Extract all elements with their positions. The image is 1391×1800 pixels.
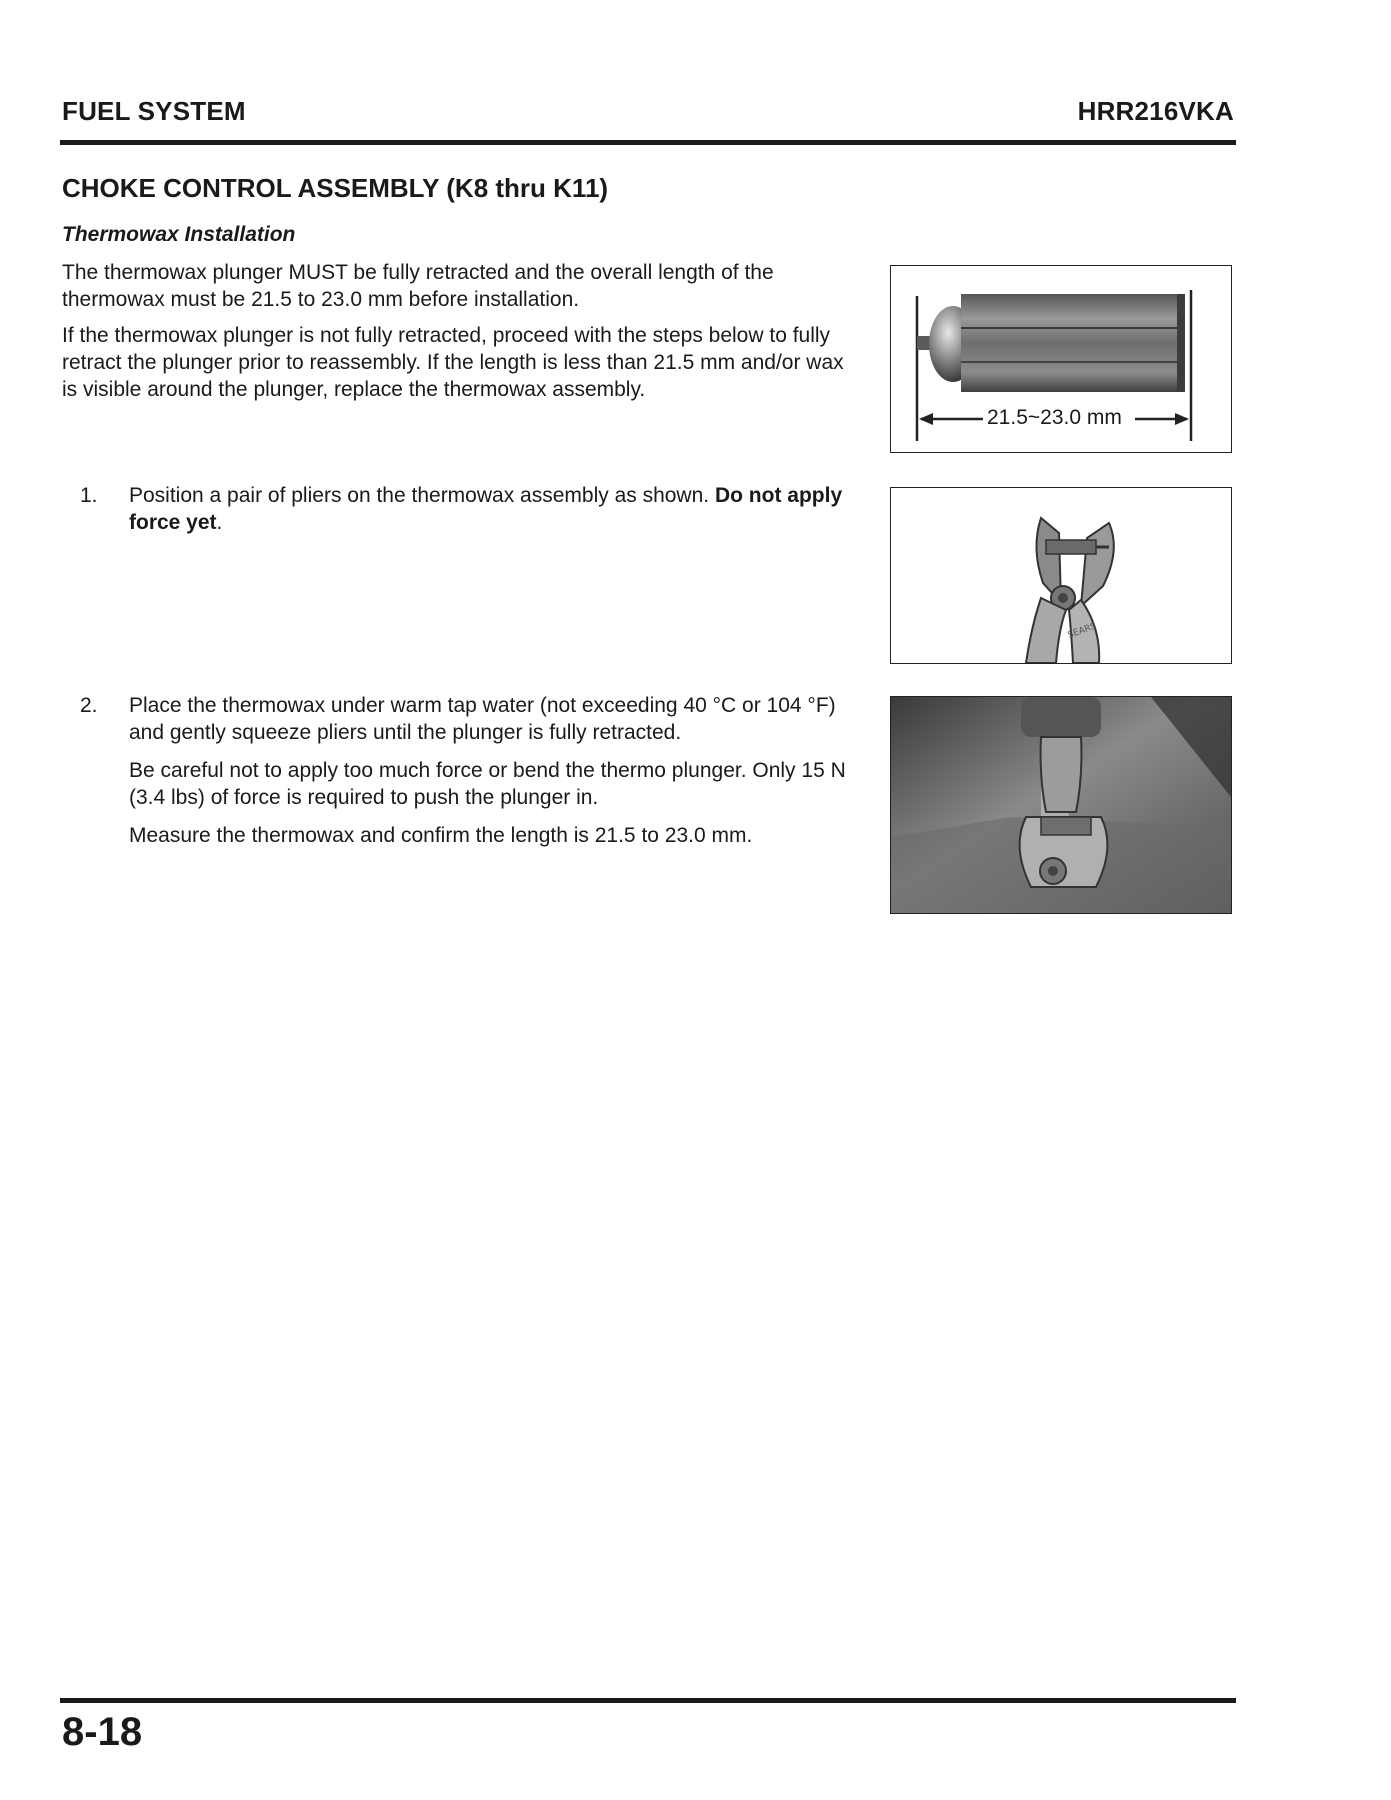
step-2-text (129, 692, 875, 858)
section-title: CHOKE CONTROL ASSEMBLY (K8 thru K11) (62, 173, 609, 203)
step-1-number: 1. (80, 484, 98, 507)
step-1-instruction: Position a pair of pliers on the thermowax assembly as shown. (129, 484, 710, 507)
step-2-paragraph-3: Measure the thermowax and confirm the length is 21.5 to 23.0 mm. (129, 824, 753, 847)
footer-rule (60, 1698, 1236, 1703)
intro-paragraph-2: If the thermowax plunger is not fully retracted, proceed with the steps below to fully retract the plunger prior to reassembly. If the length is less than 21.5 mm and/or wax is visible around the plunger, replace the thermowax assembly. (62, 324, 844, 401)
step-1-text (129, 482, 850, 536)
header-rule (60, 140, 1236, 145)
step-2 (80, 692, 875, 852)
intro-paragraph-1: The thermowax plunger MUST be fully retracted and the overall length of the thermowax must be 21.5 to 23.0 mm before installation. (62, 261, 774, 311)
step-1-warning: Do not apply force yet (129, 484, 843, 534)
figure-pliers-under-water (890, 696, 1232, 914)
step-1 (80, 482, 850, 542)
step-2-paragraph-2: Be careful not to apply too much force or bend the thermo plunger. Only 15 N (3.4 lbs) of force is required to push the plunger in. (129, 759, 846, 809)
figure-pliers-position (890, 487, 1232, 664)
intro-text (62, 259, 862, 412)
step-1-punct: . (216, 511, 223, 534)
figure-thermowax-length (890, 265, 1232, 453)
page-number: 8-18 (62, 1710, 143, 1754)
step-2-number: 2. (80, 694, 98, 717)
header-model-code: HRR216VKA (1077, 96, 1234, 126)
header-section-title: FUEL SYSTEM (62, 96, 246, 126)
pliers-photo (891, 488, 1231, 663)
svg-text:SEARS: SEARS (1066, 621, 1098, 641)
pliers-under-water-photo (891, 697, 1231, 913)
step-2-paragraph-1: Place the thermowax under warm tap water (not exceeding 40 °C or 104 °F) and gently squeeze pliers until the plunger is fully retracted. (129, 694, 836, 744)
dimension-label: 21.5~23.0 mm (987, 406, 1122, 429)
section-subtitle: Thermowax Installation (62, 223, 296, 246)
